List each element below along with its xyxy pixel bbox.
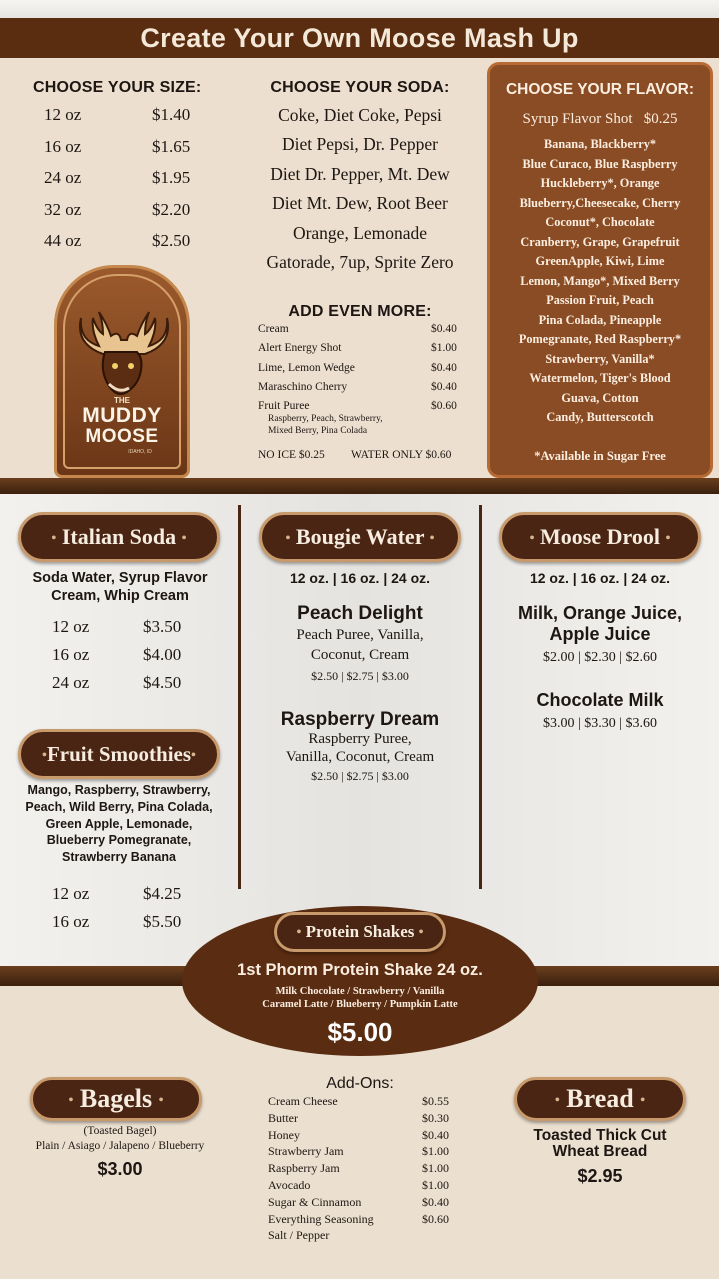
italian-desc-2: Cream, Whip Cream <box>51 588 189 604</box>
shelf-divider <box>0 478 719 494</box>
bread-badge: • Bread • <box>514 1077 686 1121</box>
water-only-label: WATER ONLY $0.60 <box>351 449 452 461</box>
addon-name: Cream Cheese <box>268 1094 338 1108</box>
addmore-item-name: Maraschino Cherry <box>258 380 348 393</box>
peach-delight-prices: $2.50 | $2.75 | $3.00 <box>311 669 409 683</box>
raspberry-dream-prices: $2.50 | $2.75 | $3.00 <box>311 769 409 783</box>
italian-soda-title: Italian Soda <box>61 524 177 549</box>
addon-name: Strawberry Jam <box>268 1144 344 1159</box>
logo-the: THE <box>114 396 130 405</box>
flavor-shot-price: $0.25 <box>643 111 678 127</box>
size-price: $1.65 <box>152 136 191 156</box>
italian-price: $4.50 <box>143 673 182 692</box>
logo-sign <box>54 265 190 478</box>
moose-icon <box>69 300 179 400</box>
smoothie-price: $5.50 <box>143 912 182 931</box>
flavor-line: Passion Fruit, Peach <box>546 293 654 307</box>
addmore-item-price: $0.40 <box>431 323 457 335</box>
addon-price: $1.00 <box>422 1144 449 1159</box>
flavor-line: Watermelon, Tiger's Blood <box>529 371 671 385</box>
addon-price: $0.40 <box>422 1194 449 1209</box>
size-price: $2.50 <box>152 231 191 250</box>
column-divider-right <box>479 505 482 889</box>
flavor-line: Lemon, Mango*, Mixed Berry <box>520 273 680 288</box>
flavor-line: Pina Colada, Pineapple <box>538 312 662 327</box>
bagels-note: (Toasted Bagel) <box>83 1125 157 1137</box>
raspberry-dream-desc-2: Vanilla, Coconut, Cream <box>285 749 435 765</box>
flavor-line: Cranberry, Grape, Grapefruit <box>520 234 680 249</box>
bagels-title: Bagels <box>79 1084 153 1113</box>
moose-drool-badge: • Moose Drool • <box>499 512 701 562</box>
flavor-line: Huckleberry*, Orange <box>540 176 660 190</box>
bagels-badge: • Bagels • <box>30 1077 202 1121</box>
peach-delight-desc-1: Peach Puree, Vanilla, <box>296 627 424 643</box>
flavor-line: Blueberry,Cheesecake, Cherry <box>519 195 681 210</box>
protein-flavors-1: Milk Chocolate / Strawberry / Vanilla <box>275 986 445 997</box>
addmore-item-name: Lime, Lemon Wedge <box>258 361 355 374</box>
logo-muddy: MUDDY <box>82 404 162 427</box>
flavor-footnote: *Available in Sugar Free <box>534 449 666 463</box>
moose-drool-title: Moose Drool <box>540 524 660 549</box>
bagels-types: Plain / Asiago / Jalapeno / Blueberry <box>35 1140 205 1152</box>
addmore-item-name: Cream <box>258 323 289 335</box>
bougie-sizes: 12 oz. | 16 oz. | 24 oz. <box>289 570 431 586</box>
italian-price: $4.00 <box>143 645 182 664</box>
soda-line: Orange, Lemonade <box>292 222 428 243</box>
size-label: 24 oz <box>44 168 82 187</box>
italian-size: 24 oz <box>52 673 90 692</box>
flavor-line: GreenApple, Kiwi, Lime <box>535 254 665 268</box>
soda-line: Diet Dr. Pepper, Mt. Dew <box>270 163 450 184</box>
smoothie-line: Blueberry Pomegranate, <box>46 833 192 848</box>
soda-line: Diet Pepsi, Dr. Pepper <box>281 134 439 155</box>
addmore-item-price: $0.60 <box>431 400 457 413</box>
addon-price: $0.30 <box>422 1110 449 1125</box>
chocolate-milk-prices: $3.00 | $3.30 | $3.60 <box>542 716 658 731</box>
drool-item1-prices: $2.00 | $2.30 | $2.60 <box>542 650 658 665</box>
addon-name: Avocado <box>268 1178 311 1192</box>
addmore-item-price: $0.40 <box>431 380 457 393</box>
soda-line: Diet Mt. Dew, Root Beer <box>272 193 448 214</box>
smoothie-size: 16 oz <box>52 912 90 931</box>
addmore-item-name: Fruit Puree <box>258 400 310 413</box>
drool-item1-name-1: Milk, Orange Juice, <box>517 603 683 623</box>
drool-item1-name-2: Apple Juice <box>549 624 651 644</box>
addon-name: Butter <box>268 1110 298 1125</box>
logo-moose: MOOSE <box>85 426 159 447</box>
bread-title: Bread <box>566 1084 634 1113</box>
addon-price: $0.40 <box>422 1127 449 1142</box>
italian-price: $3.50 <box>143 617 182 636</box>
flavor-line: Banana, Blackberry* <box>543 137 657 151</box>
size-label: 32 oz <box>44 199 82 219</box>
puree-note-1: Raspberry, Peach, Strawberry, <box>268 414 383 424</box>
size-label: 16 oz <box>44 136 82 156</box>
flavor-line: Guava, Cotton <box>561 390 639 405</box>
bougie-water-badge: • Bougie Water • <box>259 512 461 562</box>
addmore-item-price: $1.00 <box>431 342 457 355</box>
italian-soda-badge: • Italian Soda • <box>18 512 220 562</box>
protein-price: $5.00 <box>327 1017 393 1047</box>
flavor-shot-label: Syrup Flavor Shot <box>522 111 633 127</box>
logo-location: IDAHO, ID <box>128 449 152 455</box>
smoothie-line: Green Apple, Lemonade, <box>45 816 193 831</box>
soda-line: Gatorade, 7up, Sprite Zero <box>266 252 454 272</box>
size-price: $1.95 <box>152 168 191 187</box>
addon-price: $0.60 <box>422 1211 449 1226</box>
addon-name: Raspberry Jam <box>268 1161 340 1176</box>
protein-badge: • Protein Shakes • <box>274 912 446 952</box>
addon-name: Honey <box>268 1127 300 1142</box>
top-edge <box>0 0 719 18</box>
bread-price: $2.95 <box>577 1166 623 1186</box>
italian-size: 16 oz <box>52 645 90 664</box>
no-ice-label: NO ICE $0.25 <box>258 449 325 461</box>
addon-name: Everything Seasoning <box>268 1211 374 1226</box>
smoothies-badge: •Fruit Smoothies• <box>18 729 220 779</box>
protein-title: Protein Shakes <box>305 922 415 941</box>
smoothie-size: 12 oz <box>52 884 90 903</box>
smoothie-line: Strawberry Banana <box>62 850 176 865</box>
flavor-line: Pomegranate, Red Raspberry* <box>518 332 682 346</box>
page-title: Create Your Own Moose Mash Up <box>0 18 719 58</box>
size-price: $1.40 <box>152 105 191 124</box>
flavor-header: CHOOSE YOUR FLAVOR: <box>505 81 695 98</box>
bread-desc-2: Wheat Bread <box>552 1143 648 1160</box>
protein-name: 1st Phorm Protein Shake 24 oz. <box>237 961 483 979</box>
size-price: $2.20 <box>152 199 191 219</box>
flavor-line: Coconut*, Chocolate <box>545 215 655 229</box>
flavor-list <box>490 135 710 428</box>
chocolate-milk-name: Chocolate Milk <box>536 690 664 710</box>
addon-name: Salt / Pepper <box>268 1228 330 1243</box>
addmore-item-price: $0.40 <box>431 361 457 374</box>
smoothie-line: Mango, Raspberry, Strawberry, <box>27 783 211 797</box>
addons-header: Add-Ons: <box>326 1075 394 1092</box>
drool-sizes: 12 oz. | 16 oz. | 24 oz. <box>529 570 671 586</box>
italian-desc-1: Soda Water, Syrup Flavor <box>32 570 208 586</box>
bread-desc-1: Toasted Thick Cut <box>533 1127 667 1144</box>
peach-delight-name: Peach Delight <box>297 603 423 624</box>
protein-flavors-2: Caramel Latte / Blueberry / Pumpkin Latte <box>262 999 458 1010</box>
flavor-line: Candy, Butterscotch <box>546 410 654 424</box>
puree-note-2: Mixed Berry, Pina Colada <box>268 426 368 436</box>
addon-price: $0.55 <box>422 1094 449 1108</box>
raspberry-dream-name: Raspberry Dream <box>280 709 440 730</box>
bougie-water-title: Bougie Water <box>295 524 425 549</box>
italian-size: 12 oz <box>52 617 90 636</box>
column-divider-left <box>238 505 241 889</box>
size-header: CHOOSE YOUR SIZE: <box>33 79 202 96</box>
flavor-shot <box>490 111 710 128</box>
soda-header: CHOOSE YOUR SODA: <box>270 79 450 96</box>
flavor-line: Blue Curaco, Blue Raspberry <box>522 156 678 171</box>
addon-price: $1.00 <box>422 1161 449 1176</box>
size-label: 12 oz <box>44 105 82 124</box>
smoothie-price: $4.25 <box>143 884 182 903</box>
peach-delight-desc-2: Coconut, Cream <box>310 647 410 663</box>
flavor-line: Strawberry, Vanilla* <box>545 351 655 366</box>
soda-line: Coke, Diet Coke, Pepsi <box>278 105 442 125</box>
addon-name: Sugar & Cinnamon <box>268 1194 362 1209</box>
addon-price: $1.00 <box>422 1178 449 1192</box>
addmore-header: ADD EVEN MORE: <box>288 303 432 320</box>
addmore-item-name: Alert Energy Shot <box>258 342 342 355</box>
raspberry-dream-desc-1: Raspberry Puree, <box>308 731 412 747</box>
smoothie-line: Peach, Wild Berry, Pina Colada, <box>25 799 213 814</box>
smoothies-title: Fruit Smoothies <box>46 742 192 766</box>
bagels-price: $3.00 <box>97 1159 143 1179</box>
size-label: 44 oz <box>44 231 82 250</box>
flavor-panel <box>487 62 713 478</box>
